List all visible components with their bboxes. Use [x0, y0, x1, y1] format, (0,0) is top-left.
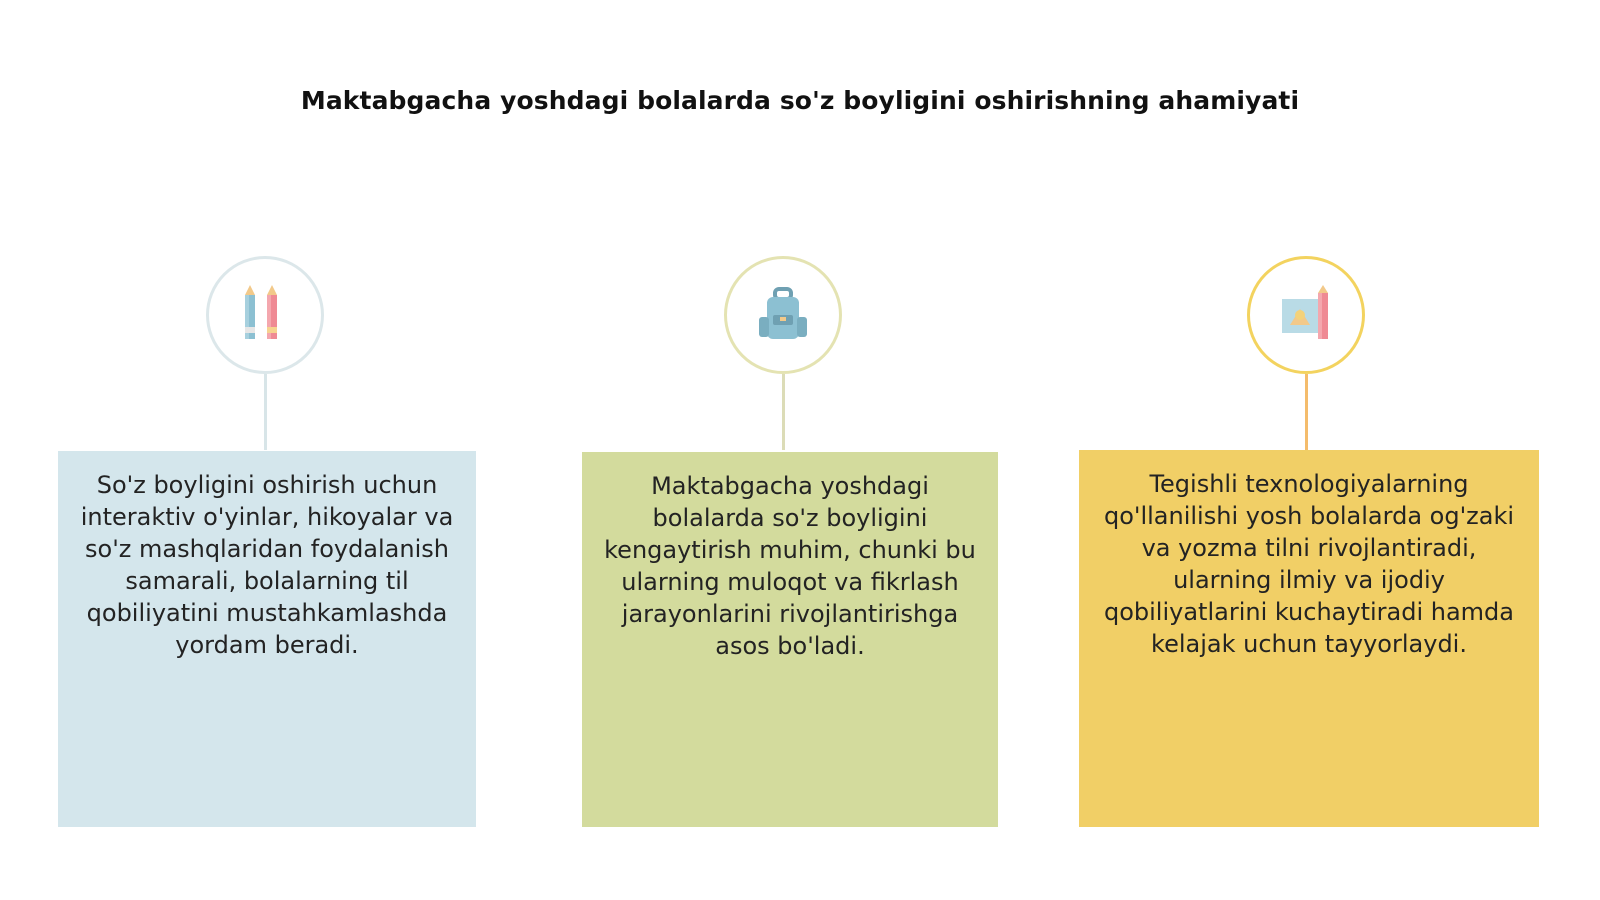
card-3: [1079, 450, 1539, 827]
connector-3: [1305, 374, 1308, 450]
card-3-text: Tegishli texnologiyalarning qo'llanilishi yosh bolalarda og'zaki va yozma tilni rivojlantiradi, ularning ilmiy va ijodiy qobiliyatlarini kuchaytiradi hamda kelajak uchun tayyorlaydi.: [1103, 470, 1515, 658]
pencils-icon: [237, 283, 293, 347]
icon-circle-2: [724, 256, 842, 374]
backpack-icon: [753, 285, 813, 345]
card-2-text: Maktabgacha yoshdagi bolalarda so'z boyligini kengaytirish muhim, chunki bu ularning muloqot va fikrlash jarayonlarini rivojlantirishga asos bo'ladi.: [604, 472, 976, 660]
card-1: [58, 451, 476, 827]
card-1-text: So'z boyligini oshirish uchun interaktiv o'yinlar, hikoyalar va so'z mashqlaridan foydalanish samarali, bolalarning til qobiliyatini mustahkamlashda yordam beradi.: [80, 471, 454, 659]
page-title: Maktabgacha yoshdagi bolalarda so'z boyligini oshirishning ahamiyati: [300, 86, 1300, 115]
card-2: [582, 452, 998, 827]
connector-2: [782, 374, 785, 450]
drawing-icon: [1276, 285, 1336, 345]
icon-circle-1: [206, 256, 324, 374]
icon-circle-3: [1247, 256, 1365, 374]
connector-1: [264, 374, 267, 450]
